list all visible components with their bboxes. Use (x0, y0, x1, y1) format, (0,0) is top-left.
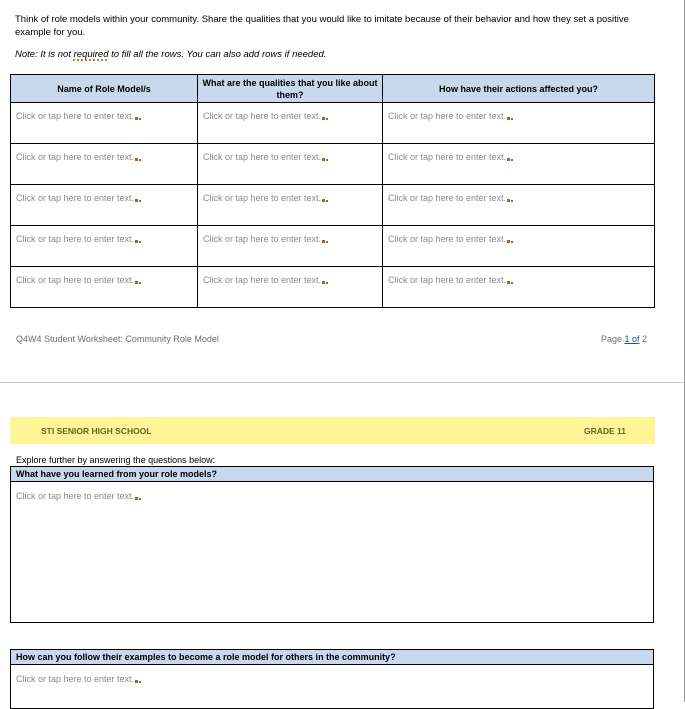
worksheet-page-2 (0, 383, 685, 702)
page-number: Page 1 of 2 (600, 334, 647, 344)
content-control-marker (135, 117, 138, 120)
content-control-marker (322, 240, 325, 243)
content-control-marker (139, 498, 141, 500)
placeholder-text: Click or tap here to enter text. (203, 234, 322, 244)
table-row (11, 226, 655, 267)
placeholder-text: Click or tap here to enter text. (203, 152, 322, 162)
content-control-marker (511, 159, 513, 161)
text-entry-cell[interactable] (11, 185, 198, 226)
content-control-marker (135, 680, 138, 683)
content-control-marker (326, 200, 328, 202)
content-control-marker (326, 118, 328, 120)
content-control-marker (139, 159, 141, 161)
grade-label: GRADE 11 (583, 426, 626, 436)
footer-title: Q4W4 Student Worksheet: Community Role Model (16, 334, 219, 344)
content-control-marker (322, 117, 325, 120)
content-control-marker (135, 158, 138, 161)
content-control-marker (322, 281, 325, 284)
text-entry-cell[interactable] (383, 226, 655, 267)
text-entry-cell[interactable] (198, 103, 383, 144)
text-entry-cell[interactable] (383, 103, 655, 144)
question-2-box (10, 649, 654, 709)
table-header-row (11, 75, 655, 103)
content-control-marker (326, 241, 328, 243)
placeholder-text: Click or tap here to enter text. (203, 275, 322, 285)
text-entry-cell[interactable] (198, 185, 383, 226)
content-control-marker (135, 240, 138, 243)
placeholder-text: Click or tap here to enter text. (388, 111, 507, 121)
note-text: Note: It is not required to fill all the rows. You can also add rows if needed. (15, 49, 327, 60)
content-control-marker (135, 281, 138, 284)
content-control-marker (326, 159, 328, 161)
question-1-box (10, 466, 654, 623)
placeholder-text: Click or tap here to enter text. (388, 193, 507, 203)
text-entry-cell[interactable] (383, 267, 655, 308)
content-control-marker (507, 117, 510, 120)
content-control-marker (322, 199, 325, 202)
text-entry-cell[interactable] (11, 267, 198, 308)
placeholder-text: Click or tap here to enter text. (388, 152, 507, 162)
content-control-marker (511, 200, 513, 202)
school-name: STI SENIOR HIGH SCHOOL (41, 426, 152, 436)
table-row (11, 103, 655, 144)
text-entry-cell[interactable] (198, 144, 383, 185)
content-control-marker (507, 199, 510, 202)
content-control-marker (326, 282, 328, 284)
header-name: Name of Role Model/s (11, 75, 198, 103)
answer-1-field[interactable] (11, 482, 653, 508)
header-effects: How have their actions affected you? (383, 75, 655, 103)
question-2-heading: How can you follow their examples to become a role model for others in the community? (11, 650, 653, 665)
intro-text: Think of role models within your community. Share the qualities that you would like to imitate because of their behavior and how they set a positive example for you. (15, 14, 629, 38)
placeholder-text: Click or tap here to enter text. (388, 234, 507, 244)
text-entry-cell[interactable] (198, 226, 383, 267)
table-row (11, 185, 655, 226)
answer-2-field[interactable] (11, 665, 653, 691)
text-entry-cell[interactable] (11, 144, 198, 185)
placeholder-text: Click or tap here to enter text. (16, 193, 135, 203)
placeholder-text: Click or tap here to enter text. (16, 674, 135, 684)
placeholder-text: Click or tap here to enter text. (203, 193, 322, 203)
content-control-marker (139, 282, 141, 284)
content-control-marker (139, 681, 141, 683)
content-control-marker (322, 158, 325, 161)
content-control-marker (139, 241, 141, 243)
table-row (11, 144, 655, 185)
text-entry-cell[interactable] (11, 103, 198, 144)
content-control-marker (135, 199, 138, 202)
header-qualities: What are the qualities that you like about them? (198, 75, 383, 103)
content-control-marker (511, 282, 513, 284)
content-control-marker (139, 118, 141, 120)
placeholder-text: Click or tap here to enter text. (16, 275, 135, 285)
role-models-table (10, 74, 655, 308)
placeholder-text: Click or tap here to enter text. (203, 111, 322, 121)
placeholder-text: Click or tap here to enter text. (16, 491, 135, 501)
content-control-marker (511, 118, 513, 120)
text-entry-cell[interactable] (11, 226, 198, 267)
placeholder-text: Click or tap here to enter text. (388, 275, 507, 285)
content-control-marker (507, 158, 510, 161)
content-control-marker (507, 281, 510, 284)
text-entry-cell[interactable] (198, 267, 383, 308)
spellcheck-word: required (73, 49, 109, 60)
header-banner (10, 417, 655, 444)
content-control-marker (139, 200, 141, 202)
placeholder-text: Click or tap here to enter text. (16, 152, 135, 162)
table-row (11, 267, 655, 308)
content-control-marker (511, 241, 513, 243)
content-control-marker (135, 497, 138, 500)
page-number-link[interactable]: 1 of (624, 334, 640, 344)
text-entry-cell[interactable] (383, 185, 655, 226)
placeholder-text: Click or tap here to enter text. (16, 234, 135, 244)
placeholder-text: Click or tap here to enter text. (16, 111, 135, 121)
text-entry-cell[interactable] (383, 144, 655, 185)
content-control-marker (507, 240, 510, 243)
question-1-heading: What have you learned from your role models? (11, 467, 653, 482)
explore-instruction: Explore further by answering the questions below: (16, 455, 216, 465)
